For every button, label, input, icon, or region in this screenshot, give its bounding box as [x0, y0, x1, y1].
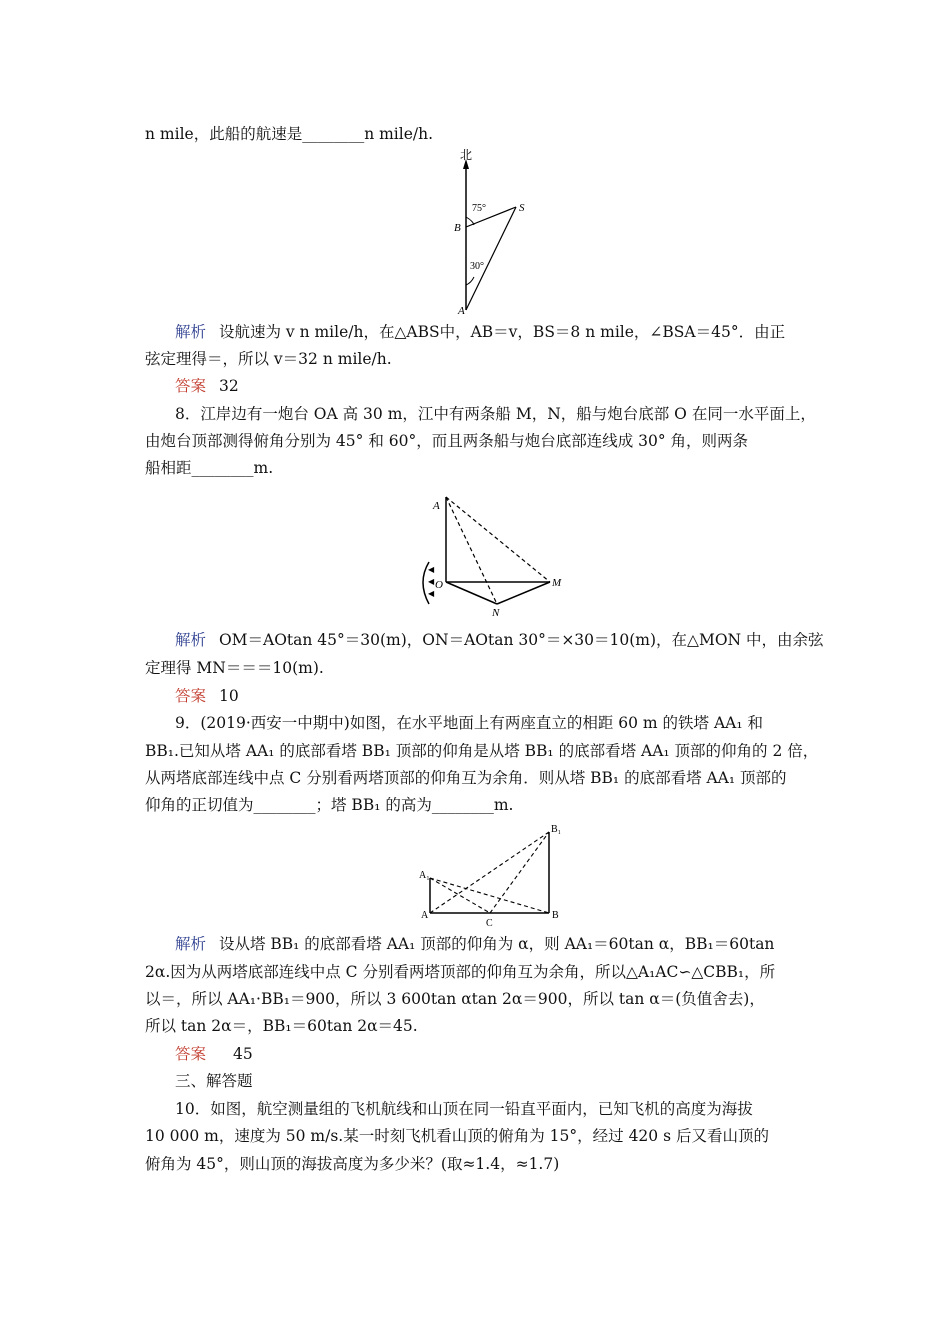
figure-ship-triangle [440, 145, 550, 315]
svg-text:◀: ◀ [428, 577, 435, 586]
solution-text: 设从塔 BB₁ 的底部看塔 AA₁ 顶部的仰角为 α，则 AA₁＝60tan α，BB₁＝60tan [218, 935, 775, 953]
text-line: 以＝，所以 AA₁·BB₁＝900，所以 3 600tan αtan 2α＝900，所以 tan α＝(负值舍去)， [145, 990, 765, 1008]
figure-two-towers [415, 818, 575, 930]
solution-text: OM＝AOtan 45°＝30(m)，ON＝AOtan 30°＝×30＝10(m)，在△MON 中，由余弦 [218, 631, 824, 649]
angle-75-label: 75° [472, 203, 486, 214]
answer-label: 答案 [175, 377, 207, 395]
text-line: 定理得 MN＝＝＝10(m). [145, 659, 324, 677]
svg-text:◀: ◀ [428, 565, 435, 574]
text-line: 仰角的正切值为________；塔 BB₁ 的高为________m. [145, 796, 514, 814]
point-A-label: A [433, 500, 440, 512]
text-line: 10 000 m，速度为 50 m/s.某一时刻飞机看山顶的俯角为 15°，经过 420 s 后又看山顶的 [145, 1127, 769, 1145]
point-A1-label: A₁ [419, 870, 430, 881]
question-9: 9．(2019·西安一中期中)如图，在水平地面上有两座直立的相距 60 m 的铁塔 AA₁ 和 [175, 714, 763, 732]
answer-label: 答案 [175, 687, 207, 705]
solution-label: 解析 [175, 631, 207, 649]
section-heading: 三、解答题 [175, 1072, 253, 1090]
solution-label: 解析 [175, 323, 207, 341]
text-line: n mile，此船的航速是________n mile/h. [145, 125, 434, 143]
text-line: 从两塔底部连线中点 C 分别看两塔顶部的仰角互为余角．则从塔 BB₁ 的底部看塔 AA₁ 顶部的 [145, 769, 787, 787]
text-line: 船相距________m. [145, 459, 274, 477]
point-O-label: O [435, 579, 443, 591]
text-line: 2α.因为从两塔底部连线中点 C 分别看两塔顶部的仰角互为余角，所以△A₁AC∽△CBB₁，所 [145, 963, 776, 981]
point-C-label: C [486, 918, 493, 929]
figure-fort-ships [415, 492, 575, 617]
solution-label: 解析 [175, 935, 207, 953]
text-line: 由炮台顶部测得俯角分别为 45° 和 60°，而且两条船与炮台底部连线成 30° 角，则两条 [145, 432, 749, 450]
svg-text:◀: ◀ [428, 589, 435, 598]
solution-text: 设航速为 v n mile/h，在△ABS中，AB＝v，BS＝8 n mile，∠BSA＝45°．由正 [218, 323, 786, 341]
question-10: 10．如图，航空测量组的飞机航线和山顶在同一铅直平面内，已知飞机的高度为海拔 [175, 1100, 753, 1118]
text-line: BB₁.已知从塔 AA₁ 的底部看塔 BB₁ 顶部的仰角是从塔 BB₁ 的底部看塔 AA₁ 顶部的仰角的 2 倍， [145, 742, 819, 760]
point-N-label: N [492, 607, 500, 617]
point-B-label: B [454, 222, 461, 234]
point-B1-label: B₁ [551, 824, 562, 835]
text-line: 俯角为 45°，则山顶的海拔高度为多少米？(取≈1.4，≈1.7) [145, 1155, 560, 1173]
text-line: 弦定理得＝，所以 v＝32 n mile/h. [145, 350, 392, 368]
answer-label: 答案 [175, 1045, 207, 1063]
point-B-label: B [552, 910, 559, 921]
question-8: 8．江岸边有一炮台 OA 高 30 m，江中有两条船 M，N，船与炮台底部 O 在同一水平面上， [175, 405, 816, 423]
answer-value: 10 [218, 687, 239, 705]
answer-value: 45 [232, 1045, 253, 1063]
point-M-label: M [552, 577, 562, 589]
point-A-label: A [421, 910, 429, 921]
angle-30-label: 30° [470, 261, 484, 272]
point-A-label: A [458, 305, 465, 315]
answer-value: 32 [218, 377, 239, 395]
point-S-label: S [519, 202, 525, 214]
north-label: 北 [460, 148, 473, 162]
text-line: 所以 tan 2α＝，BB₁＝60tan 2α＝45. [145, 1017, 418, 1035]
